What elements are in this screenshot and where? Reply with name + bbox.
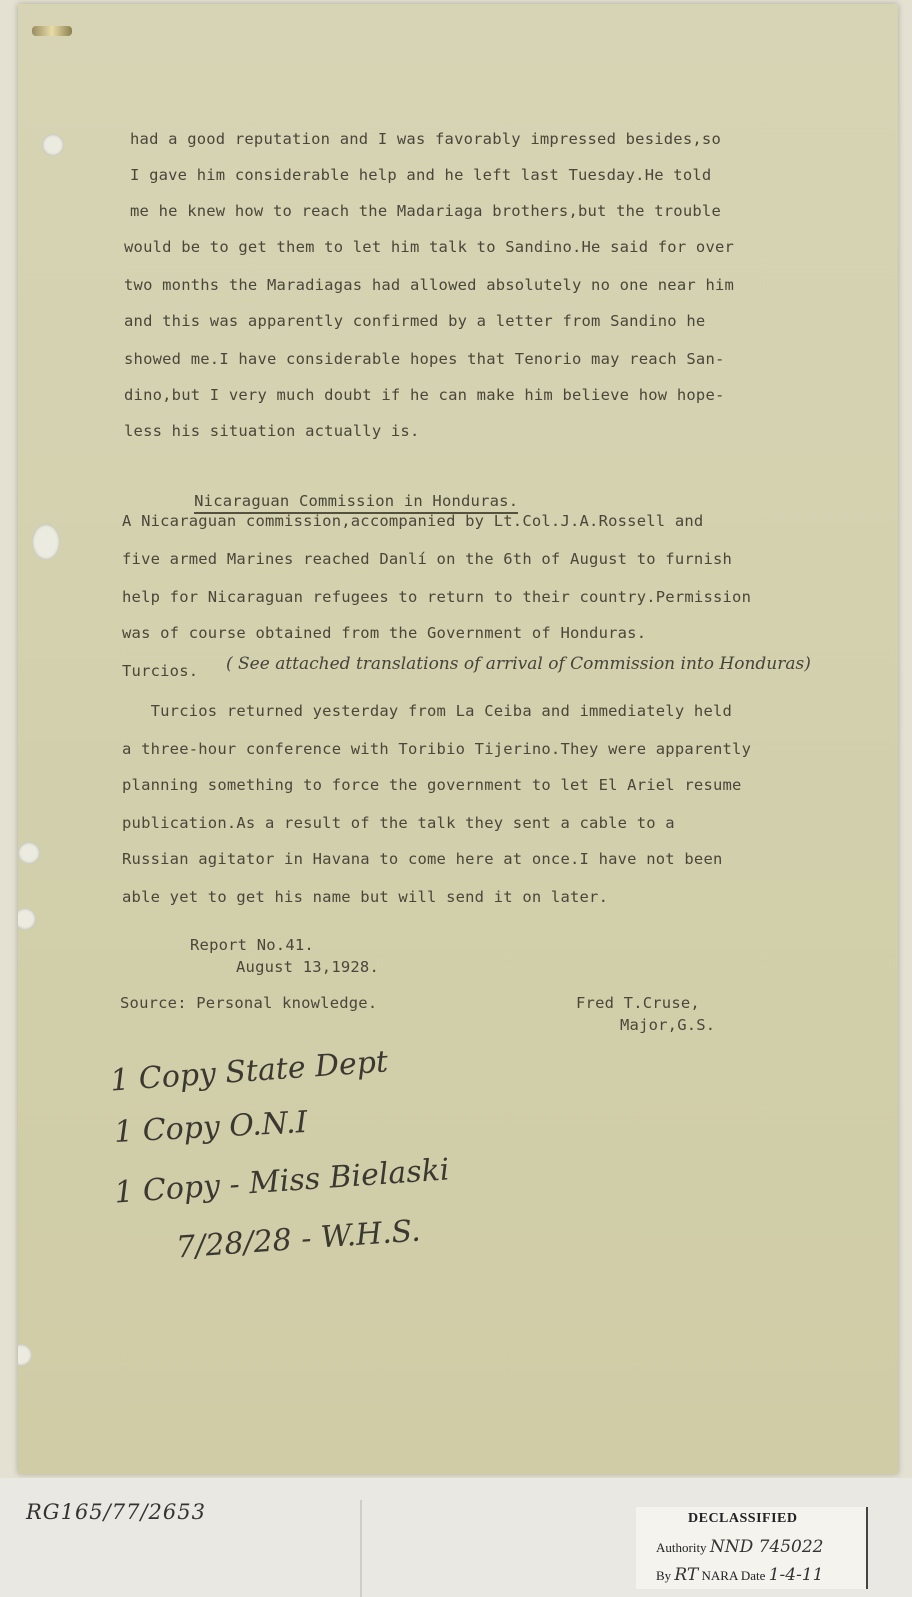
turcios-line: able yet to get his name but will send it on later. xyxy=(122,888,609,906)
turcios-line: Turcios returned yesterday from La Ceiba and immediately held xyxy=(122,702,733,720)
body-line: had a good reputation and I was favorably impressed besides,so xyxy=(130,130,721,148)
punch-hole xyxy=(42,134,64,156)
declassified-stamp xyxy=(636,1507,868,1589)
handwritten-copy: 1 Copy State Dept xyxy=(109,1044,390,1099)
divider xyxy=(360,1500,362,1597)
punch-hole xyxy=(18,908,36,930)
section-line: help for Nicaraguan refugees to return to their country.Permission xyxy=(122,588,752,606)
stamp-by-label: By xyxy=(656,1568,672,1583)
source-line: Source: Personal knowledge. xyxy=(120,994,378,1012)
punch-hole xyxy=(18,842,40,864)
stamp-by-row xyxy=(656,1565,823,1585)
handwritten-copy: 1 Copy O.N.I xyxy=(113,1104,309,1151)
body-line: showed me.I have considerable hopes that Tenorio may reach San- xyxy=(124,350,725,368)
punch-hole xyxy=(32,524,60,560)
body-line: would be to get them to let him talk to Sandino.He said for over xyxy=(124,238,735,256)
body-line: two months the Maradiagas had allowed absolutely no one near him xyxy=(124,276,735,294)
stamp-by-value: RT xyxy=(674,1565,699,1585)
body-line: less his situation actually is. xyxy=(124,422,420,440)
body-line: I gave him considerable help and he left last Tuesday.He told xyxy=(130,166,712,184)
record-group-reference: RG165/77/2653 xyxy=(26,1500,206,1524)
turcios-line: planning something to force the government to let El Ariel resume xyxy=(122,776,742,794)
stamp-authority-label: Authority xyxy=(656,1540,707,1555)
handwritten-note: ( See attached translations of arrival of Commission into Honduras) xyxy=(226,654,811,674)
document-page xyxy=(18,4,898,1474)
section-line: five armed Marines reached Danlí on the 6th of August to furnish xyxy=(122,550,733,568)
turcios-line: publication.As a result of the talk they sent a cable to a xyxy=(122,814,675,832)
section-line: A Nicaraguan commission,accompanied by Lt.Col.J.A.Rossell and xyxy=(122,512,704,530)
punch-hole xyxy=(18,1344,32,1366)
body-line: dino,but I very much doubt if he can make him believe how hope- xyxy=(124,386,725,404)
turcios-line: Russian agitator in Havana to come here at once.I have not been xyxy=(122,850,723,868)
stamp-authority-value: NND 745022 xyxy=(709,1537,824,1557)
staple xyxy=(32,26,72,36)
report-number: Report No.41. xyxy=(190,936,314,954)
stamp-date-value: 1-4-11 xyxy=(768,1565,824,1585)
handwritten-copy: 1 Copy - Miss Bielaski xyxy=(113,1152,451,1211)
section-line: was of course obtained from the Government of Honduras. xyxy=(122,624,647,642)
body-line: and this was apparently confirmed by a letter from Sandino he xyxy=(124,312,706,330)
signature-rank: Major,G.S. xyxy=(620,1016,716,1034)
turcios-label: Turcios. xyxy=(122,662,199,680)
handwritten-date: 7/28/28 - W.H.S. xyxy=(175,1213,422,1266)
report-date: August 13,1928. xyxy=(236,958,379,976)
signature-name: Fred T.Cruse, xyxy=(576,994,700,1012)
stamp-title: DECLASSIFIED xyxy=(688,1511,798,1526)
stamp-authority-row xyxy=(656,1537,824,1557)
section-heading-text: Nicaraguan Commission in Honduras. xyxy=(194,492,518,514)
turcios-line: a three-hour conference with Toribio Tijerino.They were apparently xyxy=(122,740,752,758)
body-line: me he knew how to reach the Madariaga brothers,but the trouble xyxy=(130,202,721,220)
stamp-nara-label: NARA Date xyxy=(701,1568,766,1583)
